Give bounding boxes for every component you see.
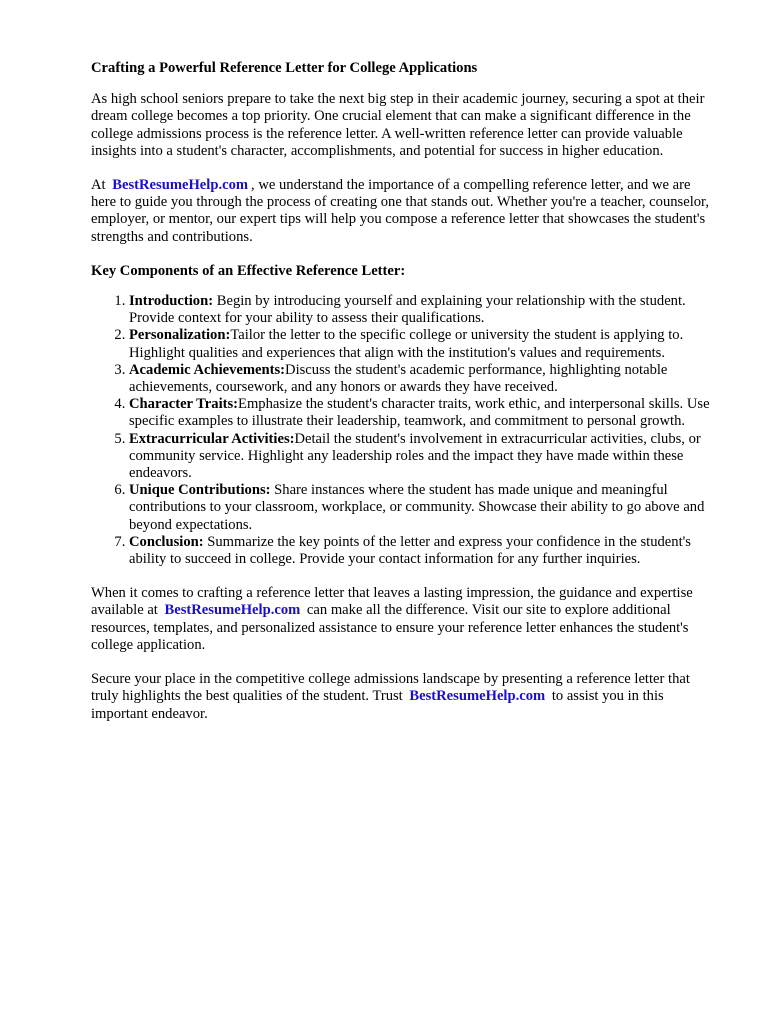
paragraph-2-before: At: [91, 177, 110, 194]
document-page: [91, 60, 716, 740]
list-item-term: Character Traits:: [129, 396, 239, 413]
list-item-text: Detail the student's involvement in extracurricular activities, clubs, or community service. Highlight any leadership roles and the impact they have made within these endeavors.: [129, 430, 701, 482]
components-heading: Key Components of an Effective Reference Letter:: [91, 262, 406, 279]
bestresumehelp-link-3[interactable]: BestResumeHelp.com: [409, 688, 546, 705]
list-item-term: Academic Achievements:: [129, 361, 286, 378]
list-item-term: Unique Contributions:: [129, 482, 271, 499]
paragraph-3-before: When it comes to crafting a reference letter that leaves a lasting impression, the guidance and expertise available at: [91, 585, 693, 619]
list-item: [129, 534, 716, 568]
list-item-term: Introduction:: [129, 293, 214, 310]
paragraph-2-after: , we understand the importance of a compelling reference letter, and we are here to guide you through the process of creating one that stands out. Whether you're a teacher, counselor, employer, or mentor, our expert tips will help you compose a reference letter that showcases the student's strengths and contributions.: [91, 177, 709, 245]
paragraph-3-after: can make all the difference. Visit our site to explore additional resources, templates, and personalized assistance to ensure your reference letter enhances the student's college application.: [91, 602, 689, 653]
document-title: Crafting a Powerful Reference Letter for College Applications: [91, 60, 478, 76]
paragraph-4-after: to assist you in this important endeavor.: [91, 688, 664, 722]
components-list: [91, 293, 716, 568]
list-item-text: Tailor the letter to the specific college or university the student is applying to. Highlight qualities and experiences that align with the institution's values and requirements.: [129, 327, 684, 361]
list-item-term: Personalization:: [129, 327, 231, 344]
list-item-text: Summarize the key points of the letter and express your confidence in the student's ability to succeed in college. Provide your contact information for any further inquiries.: [129, 533, 691, 568]
list-item: [129, 293, 716, 327]
list-item: [129, 431, 716, 483]
bestresumehelp-link-1[interactable]: BestResumeHelp.com: [112, 177, 249, 194]
paragraph-3: [91, 585, 716, 654]
list-item: [129, 482, 716, 534]
list-item: [129, 396, 716, 430]
list-item: [129, 327, 716, 361]
list-item-term: Conclusion:: [129, 533, 204, 550]
intro-paragraph: As high school seniors prepare to take the next big step in their academic journey, securing a spot at their dream college becomes a top priority. One crucial element that can make a significant difference in the college admissions process is the reference letter. A well-written reference letter can provide valuable insights into a student's character, accomplishments, and potential for success in higher education.: [91, 91, 705, 159]
list-item-text: Emphasize the student's character traits, work ethic, and interpersonal skills. Use specific examples to illustrate their leadership, teamwork, and commitment to personal growth.: [129, 396, 710, 430]
list-item-term: Extracurricular Activities:: [129, 430, 295, 447]
list-item-text: Begin by introducing yourself and explaining your relationship with the student. Provide context for your ability to assess their qualifications.: [129, 293, 686, 327]
list-item-text: Share instances where the student has made unique and meaningful contributions to your classroom, workplace, or community. Showcase their ability to go above and beyond expectations.: [129, 482, 705, 533]
bestresumehelp-link-2[interactable]: BestResumeHelp.com: [164, 602, 301, 619]
paragraph-4-before: Secure your place in the competitive college admissions landscape by presenting a reference letter that truly highlights the best qualities of the student. Trust: [91, 671, 690, 705]
list-item-text: Discuss the student's academic performance, highlighting notable achievements, coursework, and any honors or awards they have received.: [129, 361, 668, 396]
list-item: [129, 362, 716, 396]
paragraph-4: [91, 671, 716, 723]
paragraph-2: [91, 177, 716, 246]
